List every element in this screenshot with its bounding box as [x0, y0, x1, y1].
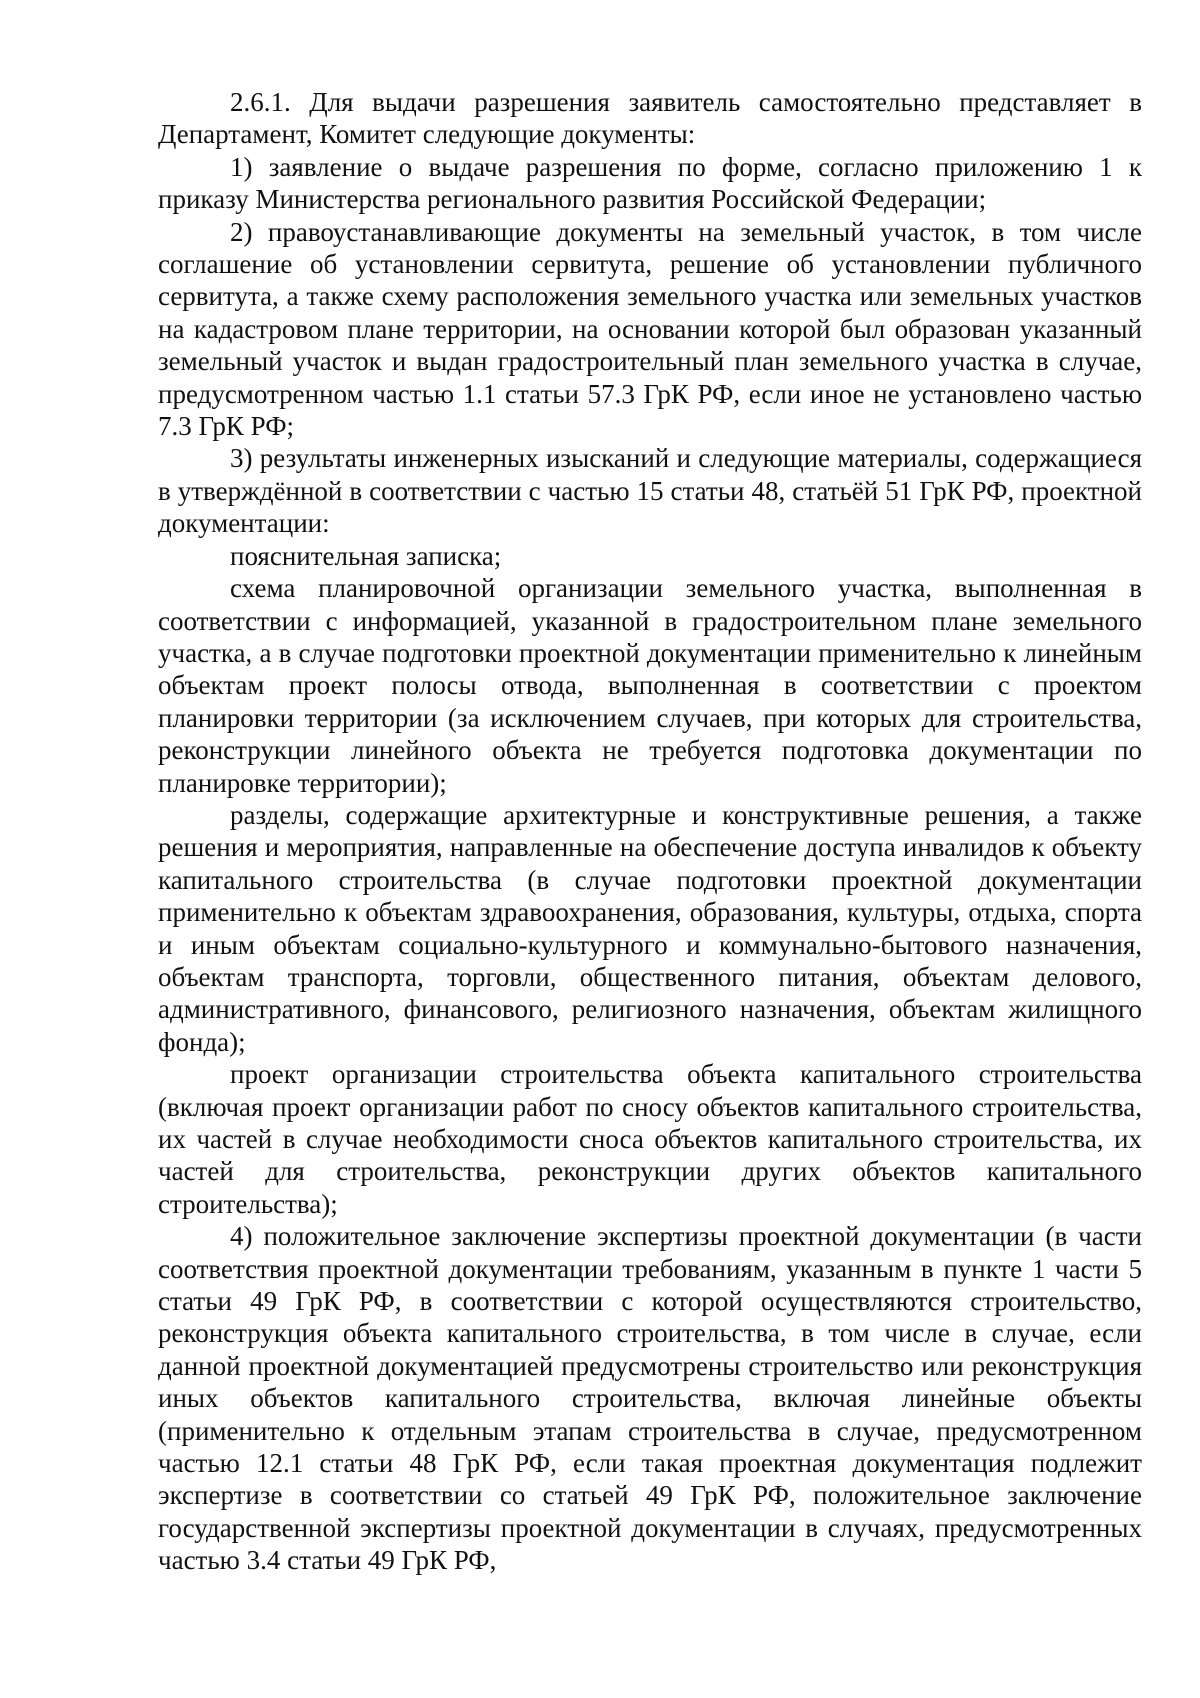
paragraph-item-3-survey-results: 3) результаты инженерных изысканий и следующие материалы, содержащиеся в утверждённой в соответствии с частью 15 статьи 48, статьёй 51 ГрК РФ, проектной документации: — [158, 443, 1142, 539]
paragraph-item-1-application: 1) заявление о выдаче разрешения по форме, согласно приложению 1 к приказу Министерства регионального развития Российской Федерации; — [158, 151, 1142, 215]
paragraph-item-4-expert-review: 4) положительное заключение экспертизы проектной документации (в части соответствия проектной документации требованиям, указанным в пункте 1 части 5 статьи 49 ГрК РФ, в соответствии с которой осуществляются строительство, реконструкция объекта капитального строительства, в том числе в случае, если данной проектной документацией предусмотрены строительство или реконструкция иных объектов капитального строительства, включая линейные объекты (применительно к отдельным этапам строительства в случае, предусмотренном частью 12.1 статьи 48 ГрК РФ, если такая проектная документация подлежит экспертизе в соответствии со статьей 49 ГрК РФ, положительное заключение государственной экспертизы проектной документации в случаях, предусмотренных частью 3.4 статьи 49 ГрК РФ, — [158, 1221, 1142, 1576]
paragraph-architectural-sections: разделы, содержащие архитектурные и конструктивные решения, а также решения и мероприятия, направленные на обеспечение доступа инвалидов к объекту капитального строительства (в случае подготовки проектной документации применительно к объектам здравоохранения, образования, культуры, отдыха, спорта и иным объектам социально-культурного и коммунально-бытового назначения, объектам транспорта, торговли, общественного питания, объектам делового, административного, финансового, религиозного назначения, объектам жилищного фонда); — [158, 799, 1142, 1057]
paragraph-planning-scheme: схема планировочной организации земельного участка, выполненная в соответствии с информацией, указанной в градостроительном плане земельного участка, а в случае подготовки проектной документации применительно к линейным объектам проект полосы отвода, выполненная в соответствии с проектом планировки территории (за исключением случаев, при которых для строительства, реконструкции линейного объекта не требуется подготовка документации по планировке территории); — [158, 573, 1142, 798]
paragraph-2-6-1-intro: 2.6.1. Для выдачи разрешения заявитель самостоятельно представляет в Департамент, Комитет следующие документы: — [158, 87, 1142, 150]
paragraph-item-2-land-documents: 2) правоустанавливающие документы на земельный участок, в том числе соглашение об установлении сервитута, решение об установлении публичного сервитута, а также схему расположения земельного участка или земельных участков на кадастровом плане территории, на основании которой был образован указанный земельный участок и выдан градостроительный план земельного участка в случае, предусмотренном частью 1.1 статьи 57.3 ГрК РФ, если иное не установлено частью 7.3 ГрК РФ; — [158, 216, 1142, 442]
paragraph-explanatory-note: пояснительная записка; — [230, 540, 502, 571]
paragraph-construction-project: проект организации строительства объекта капитального строительства (включая проект организации работ по сносу объектов капитального строительства, их частей в случае необходимости сноса объектов капитального строительства, их частей для строительства, реконструкции других объектов капитального строительства); — [158, 1059, 1142, 1219]
document-page — [158, 86, 1142, 1626]
